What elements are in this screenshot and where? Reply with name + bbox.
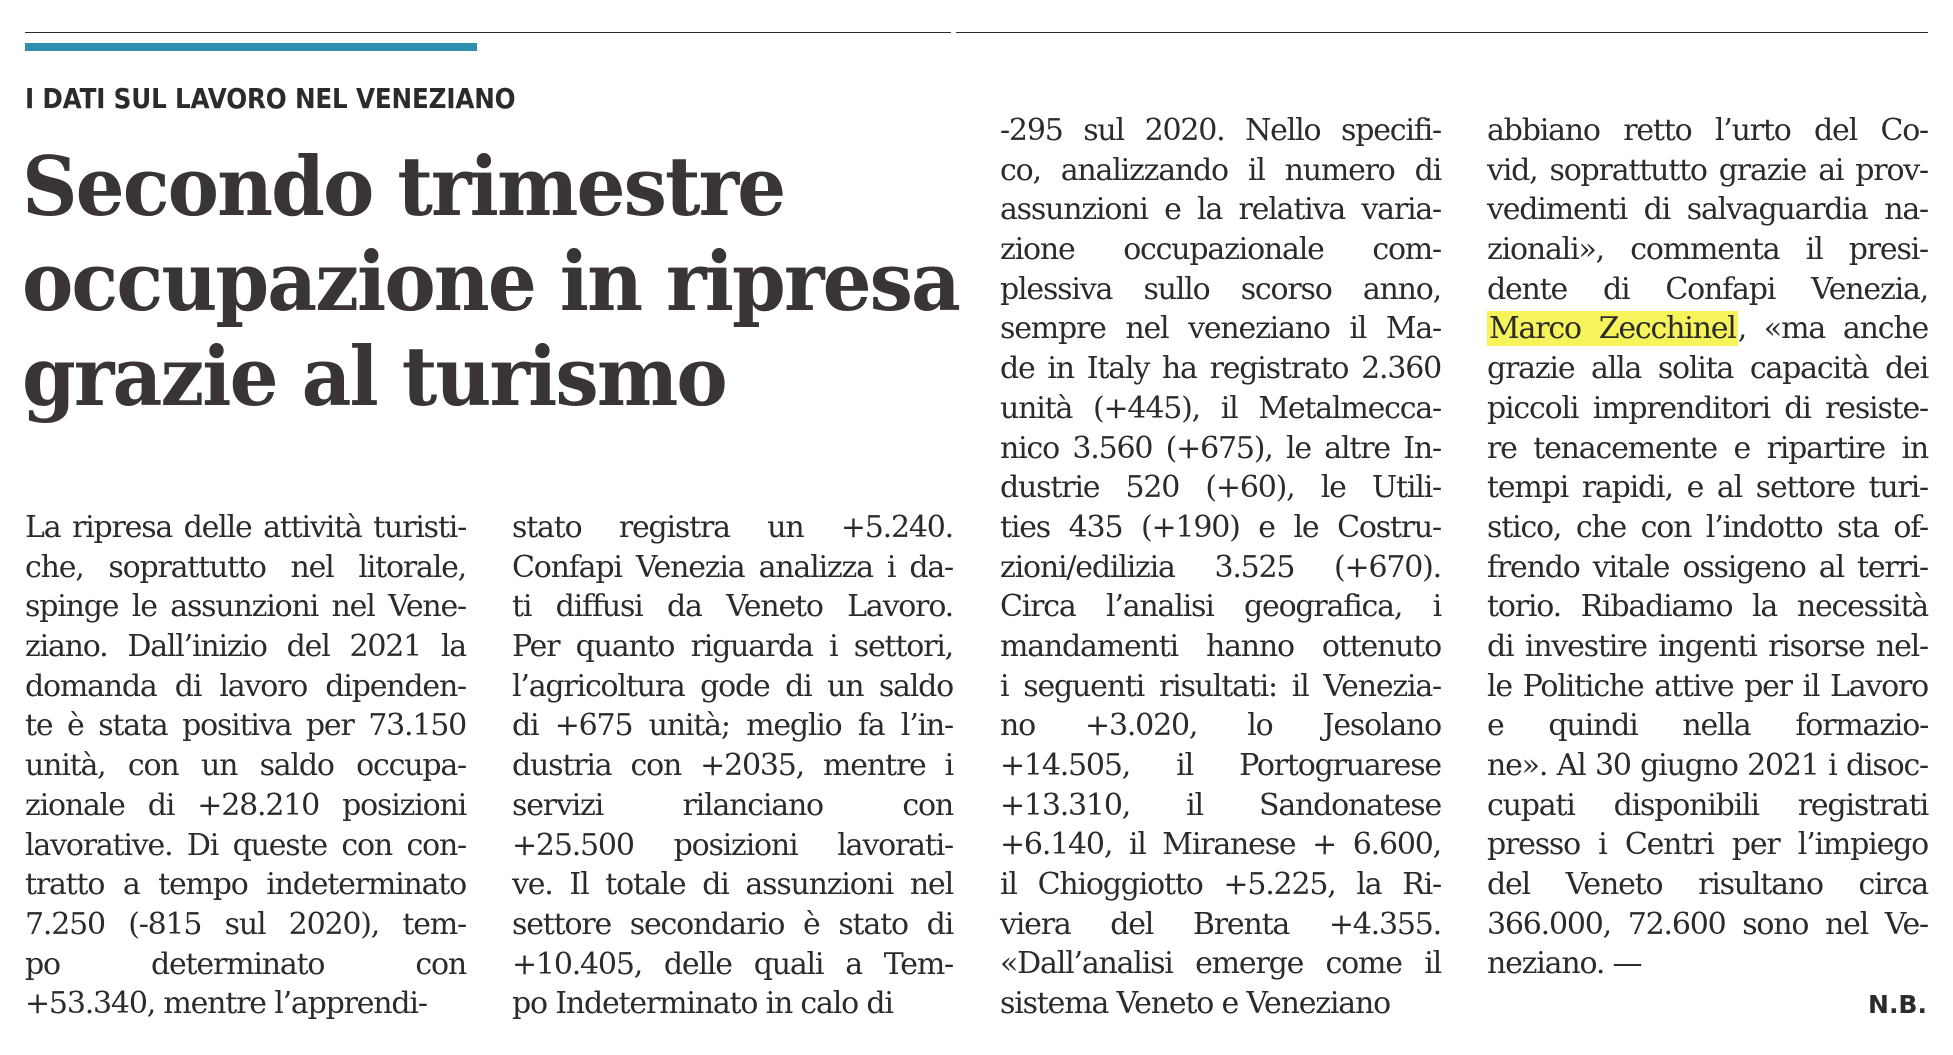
text-line: Confapi Venezia analizza i da- xyxy=(512,549,953,585)
text-line: de in Italy ha registrato 2.360 xyxy=(1000,351,1441,387)
text-line: 7.250 (-815 sul 2020), tem- xyxy=(25,906,466,942)
accent-bar xyxy=(25,43,477,51)
text-line: torio. Ribadiamo la necessità xyxy=(1487,589,1928,625)
text-line: lavorative. Di queste con con- xyxy=(25,827,466,863)
kicker: I DATI SUL LAVORO NEL VENEZIANO xyxy=(25,82,516,115)
text-line: +6.140, il Miranese + 6.600, xyxy=(1000,827,1441,863)
headline-line: occupazione in ripresa xyxy=(22,235,960,330)
article-column-2 xyxy=(512,508,953,1024)
text-line: po Indeterminato in calo di xyxy=(512,986,893,1022)
text-line: +25.500 posizioni lavorati- xyxy=(512,827,953,863)
text-line: dustria con +2035, mentre i xyxy=(512,748,953,784)
text-line: unità (+445), il Metalmecca- xyxy=(1000,390,1441,426)
text-line: Per quanto riguarda i settori, xyxy=(512,629,953,665)
text-line: del Veneto risultano circa xyxy=(1487,867,1928,903)
text-line: zionali», commenta il presi- xyxy=(1487,232,1928,268)
text-line: -295 sul 2020. Nello specifi- xyxy=(1000,113,1441,148)
text-line: domanda di lavoro dipenden- xyxy=(25,668,466,704)
text-line: +14.505, il Portogruarese xyxy=(1000,748,1441,783)
text-line: piccoli imprenditori di resiste- xyxy=(1487,390,1928,426)
text-line: di +675 unità; meglio fa l’in- xyxy=(512,708,953,744)
text-line: presso i Centri per l’impiego xyxy=(1487,827,1928,863)
text-line: cupati disponibili registrati xyxy=(1487,787,1928,823)
text-line: stato registra un +5.240. xyxy=(512,510,953,545)
text-line: abbiano retto l’urto del Co- xyxy=(1487,113,1928,148)
text-line: po determinato con xyxy=(25,946,466,982)
text-line: e quindi nella formazio- xyxy=(1487,708,1928,744)
text-line: le Politiche attive per il Lavoro xyxy=(1487,668,1928,704)
text-line: ziano. Dall’inizio del 2021 la xyxy=(25,629,466,665)
author-initials: N.B. xyxy=(1868,990,1927,1019)
text-line: zione occupazionale com- xyxy=(1000,232,1441,268)
top-rule xyxy=(25,32,951,33)
text-line: +10.405, delle quali a Tem- xyxy=(512,946,953,982)
text-line: viera del Brenta +4.355. xyxy=(1000,906,1441,942)
text-line: spinge le assunzioni nel Vene- xyxy=(25,589,466,625)
text-line: 366.000, 72.600 sono nel Ve- xyxy=(1487,906,1928,942)
text-line: ties 435 (+190) e le Costru- xyxy=(1000,509,1441,545)
text-line: neziano. — xyxy=(1487,946,1642,982)
text-line: il Chioggiotto +5.225, la Ri- xyxy=(1000,867,1441,903)
text-line: +13.310, il Sandonatese xyxy=(1000,787,1441,823)
text-line: ve. Il totale di assunzioni nel xyxy=(512,867,953,903)
text-line: servizi rilanciano con xyxy=(512,787,953,823)
text-line xyxy=(1487,309,1928,349)
text-line: nico 3.560 (+675), le altre In- xyxy=(1000,430,1441,466)
text-line: co, analizzando il numero di xyxy=(1000,152,1441,188)
text-line: tratto a tempo indeterminato xyxy=(25,867,466,903)
headline xyxy=(22,140,960,425)
headline-line: grazie al turismo xyxy=(22,330,726,425)
text-line: re tenacemente e ripartire in xyxy=(1487,430,1928,466)
text-line: ti diffusi da Veneto Lavoro. xyxy=(512,589,953,625)
text-line: no +3.020, lo Jesolano xyxy=(1000,708,1441,744)
headline-line: Secondo trimestre xyxy=(22,140,785,235)
text-line: ne». Al 30 giugno 2021 i disoc- xyxy=(1487,748,1928,783)
text-line: grazie alla solita capacità dei xyxy=(1487,351,1928,387)
text-line: vedimenti di salvaguardia na- xyxy=(1487,192,1928,228)
text-line: sempre nel veneziano il Ma- xyxy=(1000,311,1441,347)
text-line: zionale di +28.210 posizioni xyxy=(25,787,466,823)
text-line: sistema Veneto e Veneziano xyxy=(1000,986,1390,1022)
text-line: «Dall’analisi emerge come il xyxy=(1000,946,1441,982)
text-line: settore secondario è stato di xyxy=(512,906,953,942)
text-line: dente di Confapi Venezia, xyxy=(1487,271,1928,307)
text-line: i seguenti risultati: il Venezia- xyxy=(1000,668,1441,704)
text-line: zioni/edilizia 3.525 (+670). xyxy=(1000,549,1441,585)
article-column-4 xyxy=(1487,111,1928,984)
text-line: l’agricoltura gode di un saldo xyxy=(512,668,953,704)
text-line: tempi rapidi, e al settore turi- xyxy=(1487,470,1928,506)
text-line: che, soprattutto nel litorale, xyxy=(25,549,466,585)
text-line: unità, con un saldo occupa- xyxy=(25,748,466,784)
text-line: mandamenti hanno ottenuto xyxy=(1000,628,1441,664)
highlighted-name: Marco Zecchinel xyxy=(1489,311,1736,347)
text-line: La ripresa delle attività turisti- xyxy=(25,510,466,545)
text-line-rest: , «ma anche xyxy=(1737,311,1928,347)
text-line: plessiva sullo scorso anno, xyxy=(1000,271,1441,307)
top-rule-right xyxy=(956,32,1928,33)
text-line: +53.340, mentre l’apprendi- xyxy=(25,986,427,1022)
text-line: assunzioni e la relativa varia- xyxy=(1000,192,1441,228)
text-line: vid, soprattutto grazie ai prov- xyxy=(1487,152,1928,188)
text-line: Circa l’analisi geografica, i xyxy=(1000,589,1441,625)
text-line: stico, che con l’indotto sta of- xyxy=(1487,509,1928,545)
text-line: te è stata positiva per 73.150 xyxy=(25,708,466,744)
text-line: di investire ingenti risorse nel- xyxy=(1487,628,1928,664)
article-column-1 xyxy=(25,508,466,1024)
text-line: dustrie 520 (+60), le Utili- xyxy=(1000,470,1441,506)
text-line: frendo vitale ossigeno al terri- xyxy=(1487,549,1928,585)
article-column-3 xyxy=(1000,111,1441,1024)
